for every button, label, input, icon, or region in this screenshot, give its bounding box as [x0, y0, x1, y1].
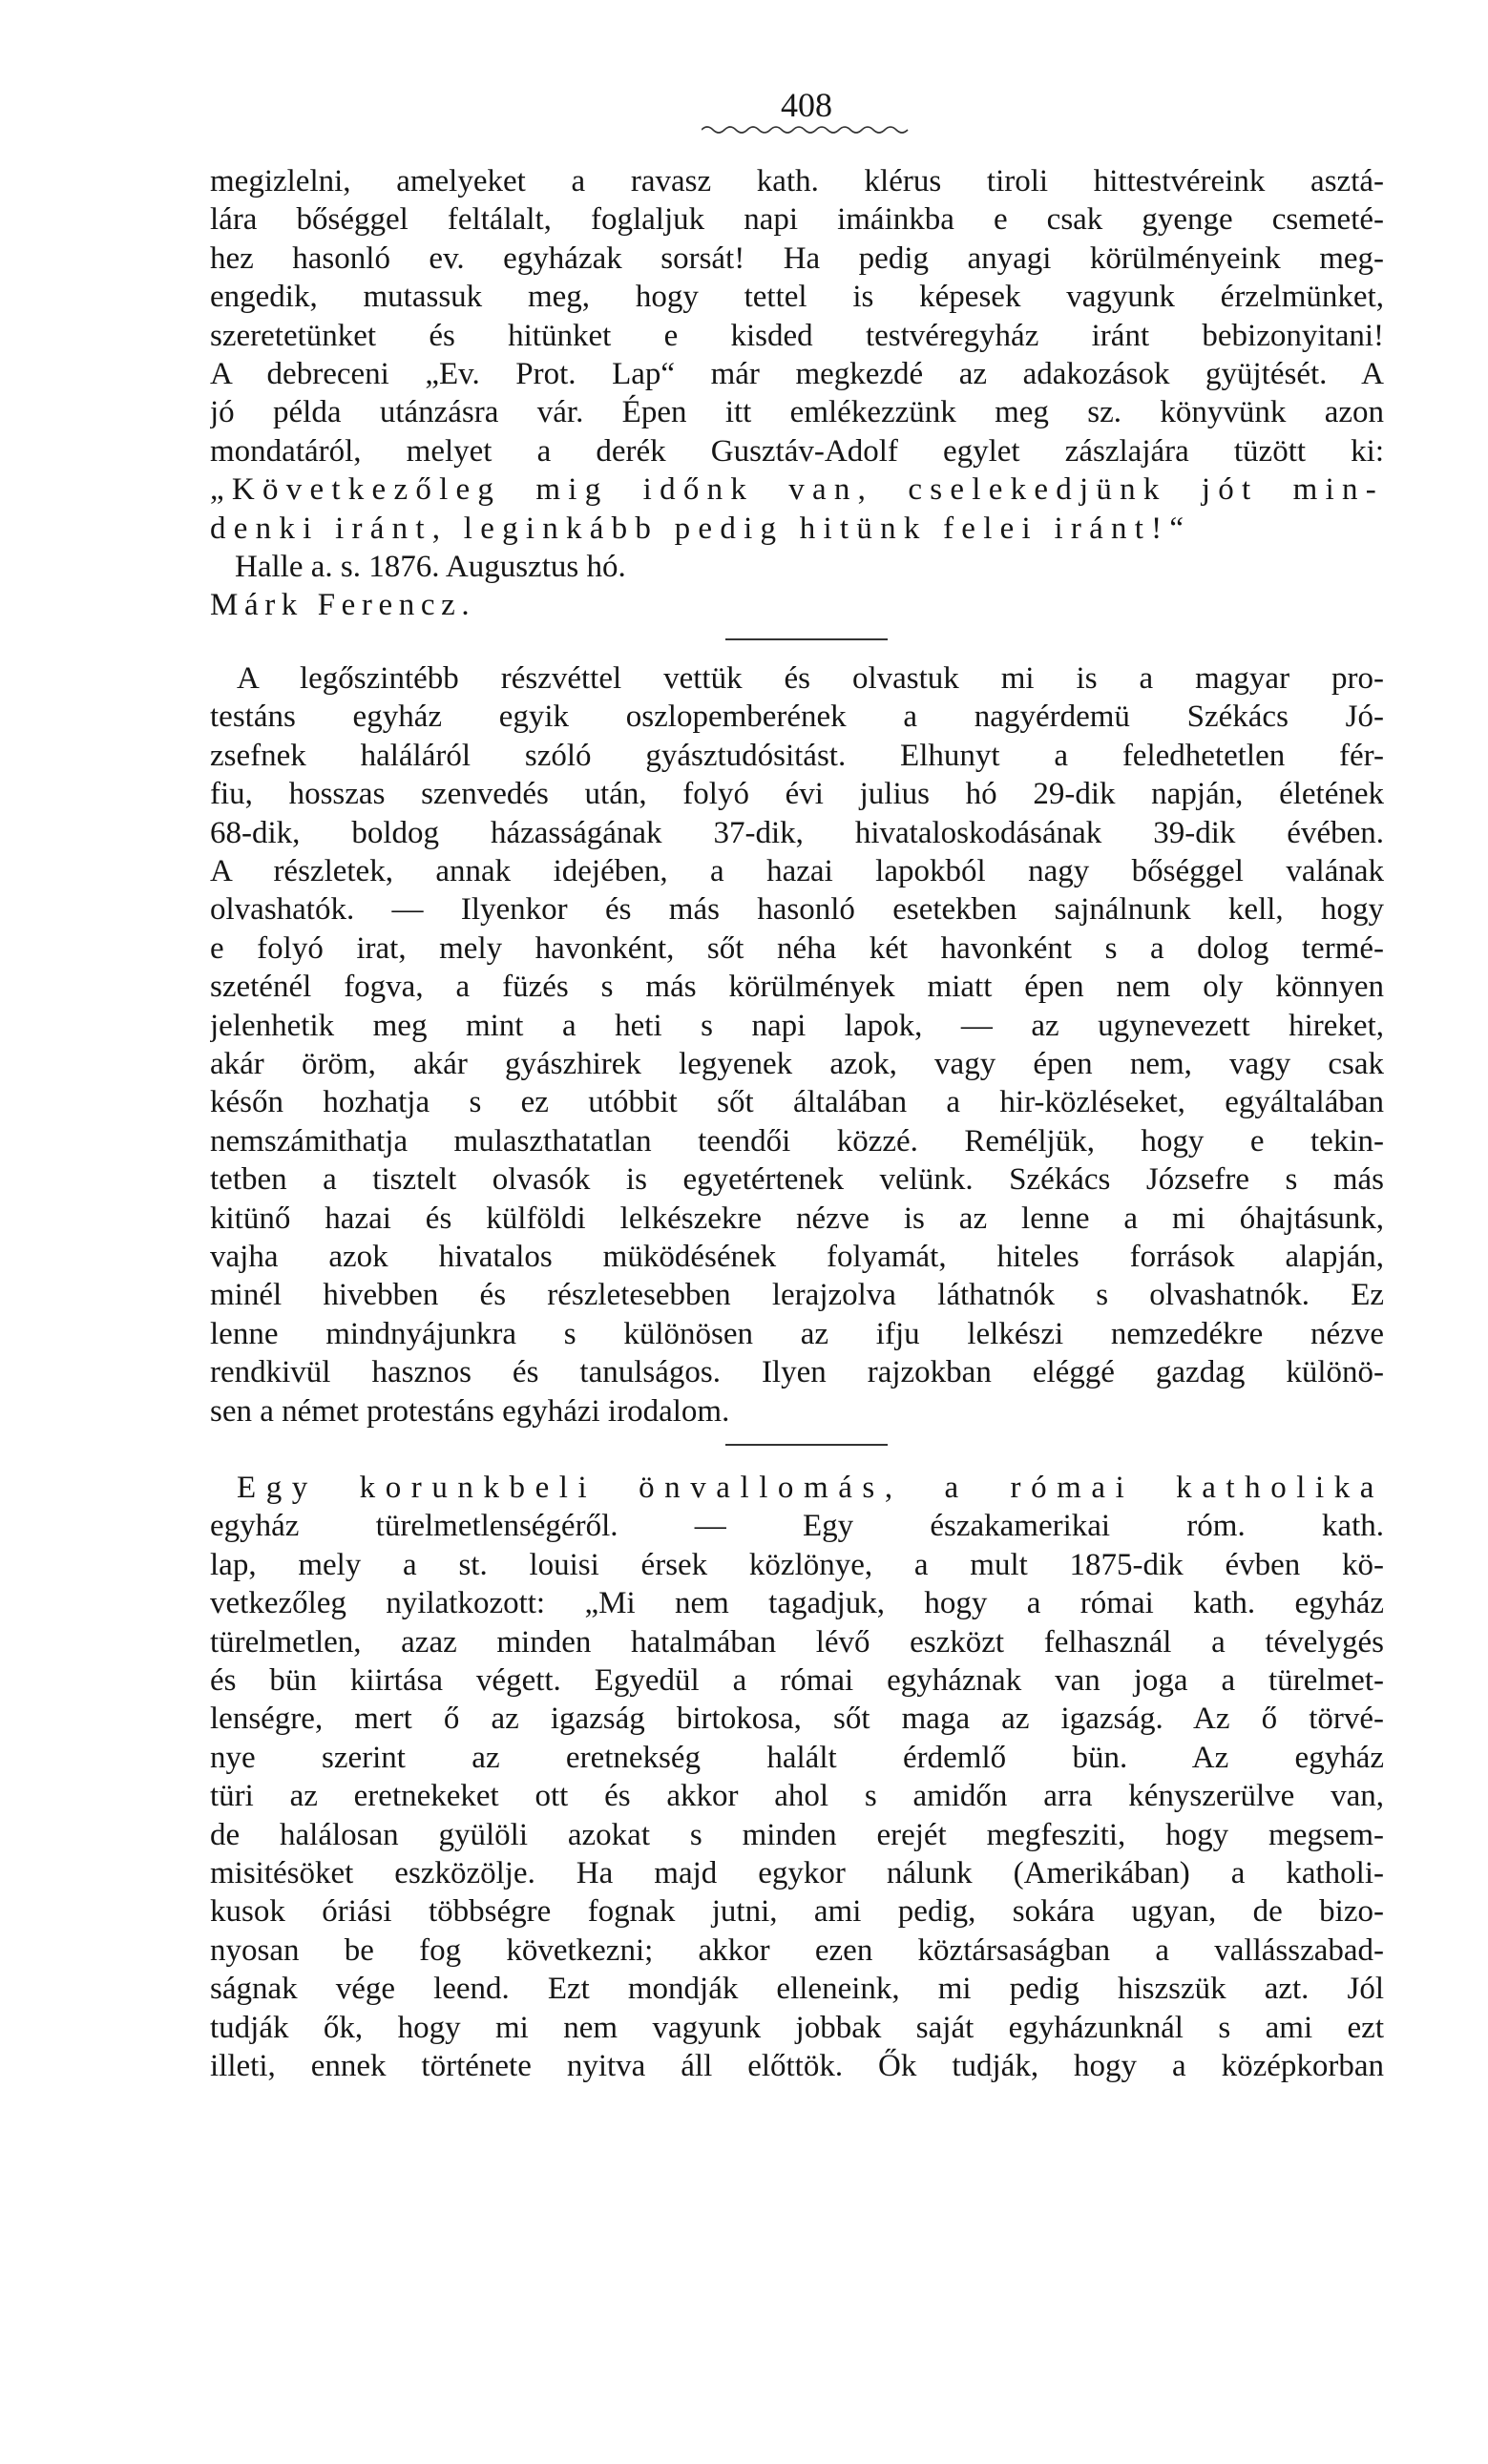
text-line: e folyó irat, mely havonként, sőt néha két havonként s a dolog termé-: [210, 930, 1384, 966]
text-line: fiu, hosszas szenvedés után, folyó évi julius hó 29-dik napján, életének: [210, 777, 1384, 812]
text-line: illeti, ennek története nyitva áll előttök. Ők tudják, hogy a középkorban: [210, 2049, 1384, 2084]
text-line: türelmetlen, azaz minden hatalmában lévő eszközt felhasznál a tévelygés: [210, 1624, 1384, 1660]
text-line: tudják ők, hogy mi nem vagyunk jobbak saját egyházunknál s ami ezt: [210, 2010, 1384, 2045]
text-line: de halálosan gyülöli azokat s minden erejét megfesziti, hogy megsem-: [210, 1817, 1384, 1852]
text-line: későn hozhatja s ez utóbbit sőt általában a hir-közléseket, egyáltalában: [210, 1085, 1384, 1120]
page-number: 408: [781, 86, 832, 124]
text-line: nemszámithatja mulaszthatatlan teendői közzé. Reméljük, hogy e tekin-: [210, 1123, 1384, 1159]
article-heading-line: egyház türelmetlenségéről. — Egy északamerikai róm. kath.: [210, 1509, 1384, 1544]
text-line: A legőszintébb részvéttel vettük és olvastuk mi is a magyar pro-: [237, 660, 1384, 696]
text-line: minél hivebben és részletesebben lerajzolva láthatnók s olvashatnók. Ez: [210, 1278, 1384, 1313]
text-line: kitünő hazai és külföldi lelkészekre nézve is az lenne a mi óhajtásunk,: [210, 1201, 1384, 1236]
article-heading-line: Egy korunkbeli önvallomás, a római katholika: [237, 1471, 1384, 1505]
text-line: mondatáról, melyet a derék Gusztáv-Adolf egylet zászlajára tüzött ki:: [210, 433, 1384, 469]
text-line: rendkivül hasznos és tanulságos. Ilyen rajzokban eléggé gazdag különö-: [210, 1355, 1384, 1390]
text-line: akár öröm, akár gyászhirek legyenek azok, vagy épen nem, vagy csak: [210, 1046, 1384, 1081]
wavy-rule-ornament: [702, 122, 912, 137]
text-line: 68-dik, boldog házasságának 37-dik, hivataloskodásának 39-dik évében.: [210, 815, 1384, 850]
text-line: nye szerint az eretnekség halált érdemlő bün. Az egyház: [210, 1740, 1384, 1775]
text-line: türi az eretnekeket ott és akkor ahol s amidőn arra kényszerülve van,: [210, 1779, 1384, 1814]
text-line: engedik, mutassuk meg, hogy tettel is képesek vagyunk érzelmünket,: [210, 280, 1384, 315]
text-line: megizlelni, amelyeket a ravasz kath. klérus tiroli hittestvéreink asztá-: [210, 164, 1384, 198]
text-line: lap, mely a st. louisi érsek közlönye, a mult 1875-dik évben kö-: [210, 1547, 1384, 1582]
text-line: misitésöket eszközölje. Ha majd egykor nálunk (Amerikában) a katholi-: [210, 1856, 1384, 1891]
text-line: és bün kiirtása végett. Egyedül a római egyháznak van joga a türelmet-: [210, 1663, 1384, 1699]
text-line: olvashatók. — Ilyenkor és más hasonló esetekben sajnálnunk kell, hogy: [210, 892, 1384, 928]
text-line: hez hasonló ev. egyházak sorsát! Ha pedig anyagi körülményeink meg-: [210, 240, 1384, 276]
text-line: nyosan be fog következni; akkor ezen köztársaságban a vallásszabad-: [210, 1932, 1384, 1968]
text-line: lenne mindnyájunkra s különösen az ifju lelkészi nemzedékre nézve: [210, 1316, 1384, 1351]
text-line: lenségre, mert ő az igazság birtokosa, sőt maga az igazság. Az ő törvé-: [210, 1702, 1384, 1737]
text-line: jó példa utánzásra vár. Épen itt emlékezzünk meg sz. könyvünk azon: [210, 395, 1384, 430]
continuation-paragraph: [210, 162, 1384, 625]
text-line: A debreceni „Ev. Prot. Lap“ már megkezdé az adakozások gyüjtését. A: [210, 357, 1384, 392]
text-line: ságnak vége leend. Ezt mondják elleneink, mi pedig hiszszük azt. Jól: [210, 1972, 1384, 2007]
text-line: sen a német protestáns egyházi irodalom.: [210, 1393, 730, 1429]
text-line: lára bőséggel feltálalt, foglaljuk napi imáinkba e csak gyenge csemeté-: [210, 202, 1384, 238]
article-paragraph: [210, 1469, 1384, 2086]
text-line: kusok óriási többségre fognak jutni, ami pedig, sokára ugyan, de bizo-: [210, 1894, 1384, 1930]
author-signature: Márk Ferencz.: [210, 588, 476, 623]
text-line: zsefnek haláláról szóló gyásztudósitást. Elhunyt a feledhetetlen fér-: [210, 738, 1384, 773]
text-line: szeténél fogva, a füzés s más körülmények miatt épen nem oly könnyen: [210, 970, 1384, 1005]
book-page: [210, 86, 1384, 2086]
text-line: vetkezőleg nyilatkozott: „Mi nem tagadjuk, hogy a római kath. egyház: [210, 1586, 1384, 1621]
text-line: vajha azok hivatalos müködésének folyamát, hiteles források alapján,: [210, 1239, 1384, 1274]
text-line: szeretetünket és hitünket e kisded testvéregyház iránt bebizonyitani!: [210, 318, 1384, 353]
spaced-quote-line: „Következőleg mig időnk van, cselekedjünk jót min-: [210, 472, 1384, 508]
spaced-quote-line: denki iránt, leginkább pedig hitünk felei iránt!“: [210, 511, 1192, 546]
text-line: tetben a tisztelt olvasók is egyetértenek velünk. Székács Józsefre s más: [210, 1162, 1384, 1198]
dateline: Halle a. s. 1876. Augusztus hó.: [235, 550, 626, 585]
text-line: A részletek, annak idejében, a hazai lapokból nagy bőséggel valának: [210, 853, 1384, 888]
section-divider: [725, 1444, 888, 1446]
section-divider: [725, 638, 888, 640]
text-line: jelenhetik meg mint a heti s napi lapok, — az ugynevezett hireket,: [210, 1008, 1384, 1043]
text-line: testáns egyház egyik oszlopemberének a nagyérdemü Székács Jó-: [210, 700, 1384, 735]
obituary-paragraph: [210, 659, 1384, 1430]
